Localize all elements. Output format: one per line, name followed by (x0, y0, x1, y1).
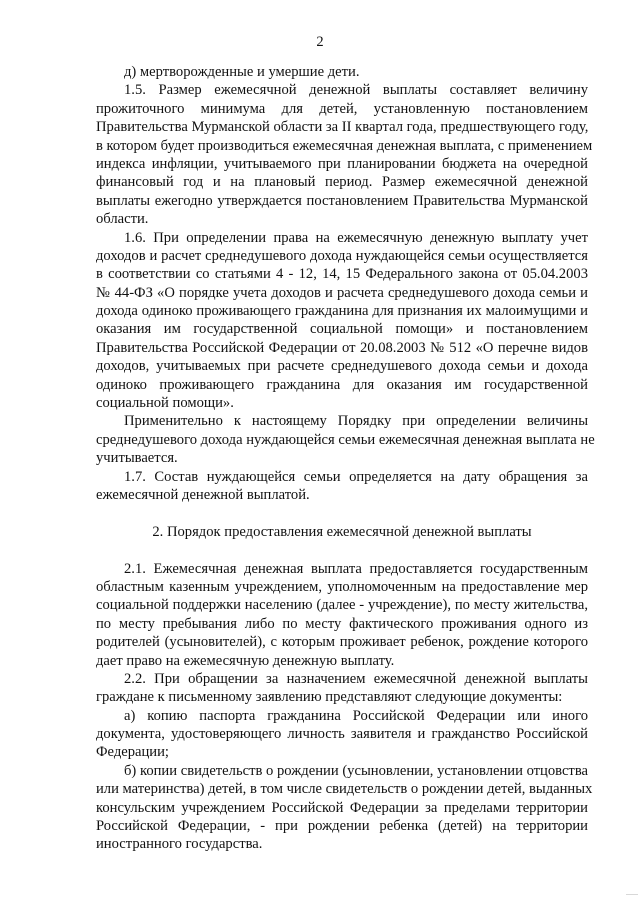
text-line: консульским учреждением Российской Федерации за пределами территории (96, 799, 588, 816)
text-line: ежемесячной денежной выплатой. (96, 486, 310, 503)
text-line: Применительно к настоящему Порядку при определении величины (124, 413, 588, 430)
text-line: б) копии свидетельств о рождении (усыновлении, установлении отцовства (124, 762, 588, 779)
text-line: граждане к письменному заявлению представляют следующие документы: (96, 689, 563, 706)
text-line: иностранного государства. (96, 836, 263, 853)
text-line: областным казенным учреждением, уполномоченным на предоставление мер (96, 578, 588, 595)
text-line: а) копию паспорта гражданина Российской Федерации или иного (124, 707, 588, 724)
text-line: в котором будет производиться ежемесячная денежная выплата, с применением (96, 137, 593, 154)
scan-edge-mark (626, 894, 638, 901)
text-line: родителей (усыновителей), с которым проживает ребенок, рождение которого (96, 634, 588, 651)
text-line: одиноко проживающего гражданина для оказания им государственной (96, 376, 588, 393)
text-line: Правительства Мурманской области за II квартал года, предшествующего году, (96, 119, 589, 136)
text-line: дохода одиноко проживающего гражданина для признания их малоимущими и (96, 303, 588, 320)
text-line: Федерации; (96, 744, 169, 761)
text-line: 1.7. Состав нуждающейся семьи определяется на дату обращения за (124, 468, 588, 485)
text-line: доходов и расчет среднедушевого дохода нуждающейся семьи осуществляется (96, 247, 588, 264)
text-line: прожиточного минимума для детей, установленную постановлением (96, 100, 588, 117)
text-line: индекса инфляции, учитываемого при планировании бюджета на очередной (96, 155, 588, 172)
text-line: учитывается. (96, 450, 178, 467)
text-line: по месту пребывания либо по месту фактического проживания одного из (96, 615, 588, 632)
text-line: документа, удостоверяющего личность заявителя и гражданство Российской (96, 726, 588, 743)
text-line: области. (96, 211, 149, 228)
text-line: среднедушевого дохода нуждающейся семьи ежемесячная денежная выплата не (96, 431, 595, 448)
text-line: дает право на ежемесячную денежную выплату. (96, 652, 395, 669)
text-line: д) мертворожденные и умершие дети. (124, 64, 360, 80)
text-line: Правительства Российской Федерации от 20.08.2003 № 512 «О перечне видов (96, 339, 588, 356)
text-line: выплаты ежегодно утверждается постановлением Правительства Мурманской (96, 192, 588, 209)
text-line: 2.1. Ежемесячная денежная выплата предоставляется государственным (124, 560, 588, 577)
text-line: доходов, учитываемых при расчете среднедушевого дохода семьи и дохода (96, 358, 588, 375)
text-line: № 44-ФЗ «О порядке учета доходов и расчета среднедушевого дохода семьи и (96, 284, 588, 301)
blank-line (96, 504, 588, 522)
text-line: финансовый год и на плановый период. Размер ежемесячной денежной (96, 174, 588, 191)
text-line: социальной поддержки населению (далее - учреждение), по месту жительства, (96, 597, 588, 614)
text-line: социальной помощи». (96, 395, 234, 412)
document-body (96, 63, 595, 854)
text-line: 2.2. При обращении за назначением ежемесячной денежной выплаты (124, 670, 588, 687)
text-line: или материнства) детей, в том числе свидетельств о рождении детей, выданных (96, 781, 593, 798)
page-number: 2 (316, 34, 324, 50)
text-line: оказания им государственной социальной помощи» и постановлением (96, 321, 588, 338)
section-heading: 2. Порядок предоставления ежемесячной денежной выплаты (152, 523, 532, 540)
text-line: 1.6. При определении права на ежемесячную денежную выплату учет (124, 229, 588, 246)
text-line: в соответствии со статьями 4 - 12, 14, 15 Федерального закона от 05.04.2003 (96, 266, 588, 283)
text-line: Российской Федерации, - при рождении ребенка (детей) на территории (96, 818, 588, 835)
text-line: 1.5. Размер ежемесячной денежной выплаты составляет величину (124, 82, 588, 99)
blank-line (96, 541, 588, 559)
